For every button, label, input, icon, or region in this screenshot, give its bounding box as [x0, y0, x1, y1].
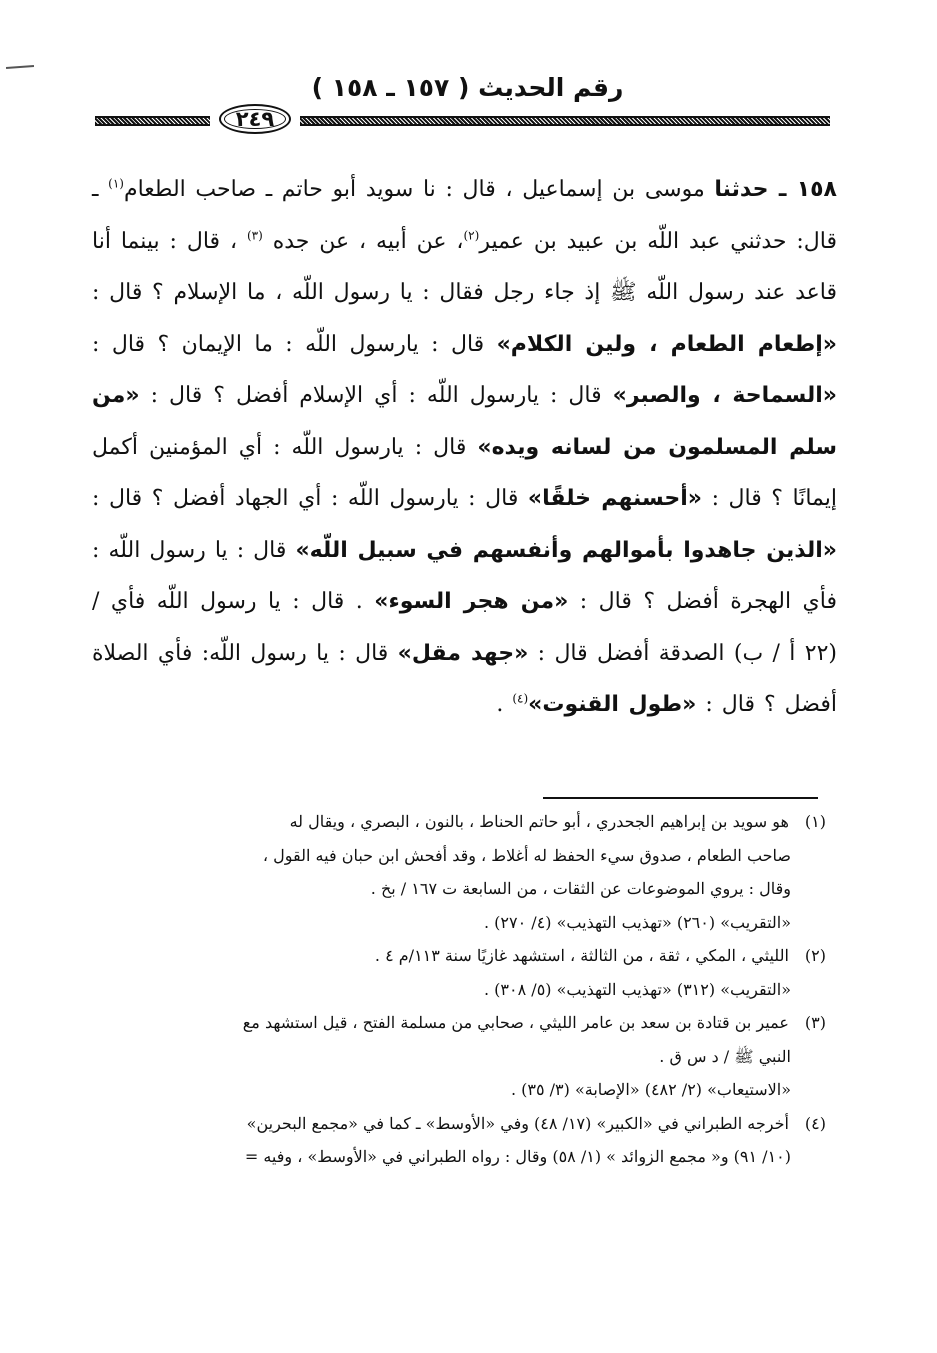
footnote-text: أخرجه الطبراني في «الكبير» (١٧/ ٤٨) وفي «الأوسط» ـ كما في «مجمع البحرين»: [246, 1113, 789, 1133]
footnote-ref-4: (٤): [512, 691, 529, 706]
prophet-saying: «الذين جاهدوا بأموالهم وأنفسهم في سبيل اللّه»: [295, 537, 837, 563]
hadith-segment: قال : يارسول اللّه : أي الإسلام أفضل ؟ قال :: [139, 383, 613, 408]
footnote-source: «الاستيعاب» (٢/ ٤٨٢) «الإصابة» (٣/ ٣٥) .: [510, 1080, 791, 1099]
page-number: ٢٤٩: [219, 104, 291, 134]
prophet-saying: «طول القنوت»: [528, 692, 697, 717]
hadith-segment: قال : يارسول اللّه : أي الجهاد أفضل ؟ قال :: [92, 486, 528, 511]
footnote-ref-2: (٢): [463, 228, 480, 243]
footnote-ref-3: (٣): [246, 228, 263, 243]
footnote-number: (٢): [804, 946, 826, 965]
footnote-separator: [543, 797, 818, 799]
hadith-segment: . قال : يا رسول اللّه فأي / (٢٢ أ / ب) الصدقة أفضل قال :: [92, 589, 837, 666]
prophet-saying: «إطعام الطعام ، ولين الكلام»: [496, 331, 837, 357]
running-title: رقم الحديث ( ١٥٧ ـ ١٥٨ ): [311, 73, 624, 102]
footnote-line: صاحب الطعام ، صدوق سيء الحفظ له أغلاط ، وقد أفحش ابن حبان فيه القول ،: [262, 845, 791, 865]
footnote-ref-1: (١): [108, 176, 124, 191]
hadith-segment: موسى بن إسماعيل ، قال : نا سويد أبو حاتم ـ صاحب الطعام: [123, 177, 715, 202]
footnote-3: [96, 1006, 826, 1040]
hadith-segment: قال : يا رسول اللّه: فأي الصلاة أفضل ؟ قال :: [92, 640, 837, 717]
hadith-segment: قال : يارسول اللّه : أي المؤمنين أكمل إيمانًا ؟ قال :: [92, 434, 838, 511]
hadith-segment: ـ قال: حدثني عبد اللّه بن عبيد بن عمير: [92, 177, 837, 254]
header-rule: [95, 104, 830, 138]
hadith-text: [92, 164, 837, 731]
prophet-saying: «جهد مقل»: [397, 640, 529, 666]
hadith-segment: ، عن أبيه ، عن جده: [272, 228, 464, 254]
header-rule-left: [95, 116, 210, 126]
hadith-segment: قال : يارسول اللّه : ما الإيمان ؟ قال :: [92, 331, 497, 357]
hadith-segment: .: [496, 692, 513, 717]
footnote-4: [96, 1107, 826, 1141]
header-rule-right: [300, 116, 830, 126]
hadith-number: ١٥٨ ـ حدثنا: [714, 177, 837, 202]
footnote-number: (٣): [804, 1013, 826, 1032]
footnote-2: [96, 939, 826, 973]
prophet-saying: «السماحة ، والصبر»: [612, 383, 837, 408]
prophet-saying: «من هجر السوء»: [374, 589, 569, 614]
footnote-line: (١٠/ ٩١) و« مجمع الزوائد » (١/ ٥٨) وقال : رواه الطبراني في «الأوسط» ، وفيه =: [244, 1147, 791, 1166]
footnote-line: النبي ﷺ / د س ق .: [659, 1046, 791, 1066]
prophet-saying: «من سلم المسلمون من لسانه ويده»: [92, 383, 837, 460]
footnote-1: [96, 805, 826, 839]
hadith-segment: ، قال : بينما أنا قاعد عند رسول اللّه ﷺ إذ جاء رجل فقال : يا رسول اللّه ، ما الإسلام ؟ قال :: [92, 228, 837, 305]
footnote-number: (٤): [804, 1113, 826, 1133]
footnote-text: الليثي ، المكي ، ثقة ، من الثالثة ، استشهد غازيًا سنة ١١٣/م ٤ .: [374, 946, 789, 965]
footnote-source: «التقريب» (٢٦٠) «تهذيب التهذيب» (٤/ ٢٧٠) .: [484, 912, 791, 932]
footnote-line: وقال : يروي الموضوعات عن الثقات ، من السابعة ت ١٦٧ / بخ .: [370, 879, 791, 898]
footnote-source: «التقريب» (٣١٢) «تهذيب التهذيب» (٥/ ٣٠٨) .: [484, 979, 791, 999]
footnote-text: عمير بن قتادة بن سعد بن عامر الليثي ، صحابي من مسلمة الفتح ، قيل استشهد مع: [242, 1013, 789, 1032]
hadith-segment: قال : يا رسول اللّه : فأي الهجرة أفضل ؟ قال :: [92, 537, 837, 614]
prophet-saying: «أحسنهم خلقًا»: [527, 486, 703, 511]
margin-mark: [6, 65, 34, 69]
footnote-text: هو سويد بن إبراهيم الجحدري ، أبو حاتم الحناط ، بالنون ، البصري ، ويقال له: [289, 812, 789, 831]
footnotes: [96, 805, 826, 1174]
footnote-number: (١): [804, 812, 826, 831]
